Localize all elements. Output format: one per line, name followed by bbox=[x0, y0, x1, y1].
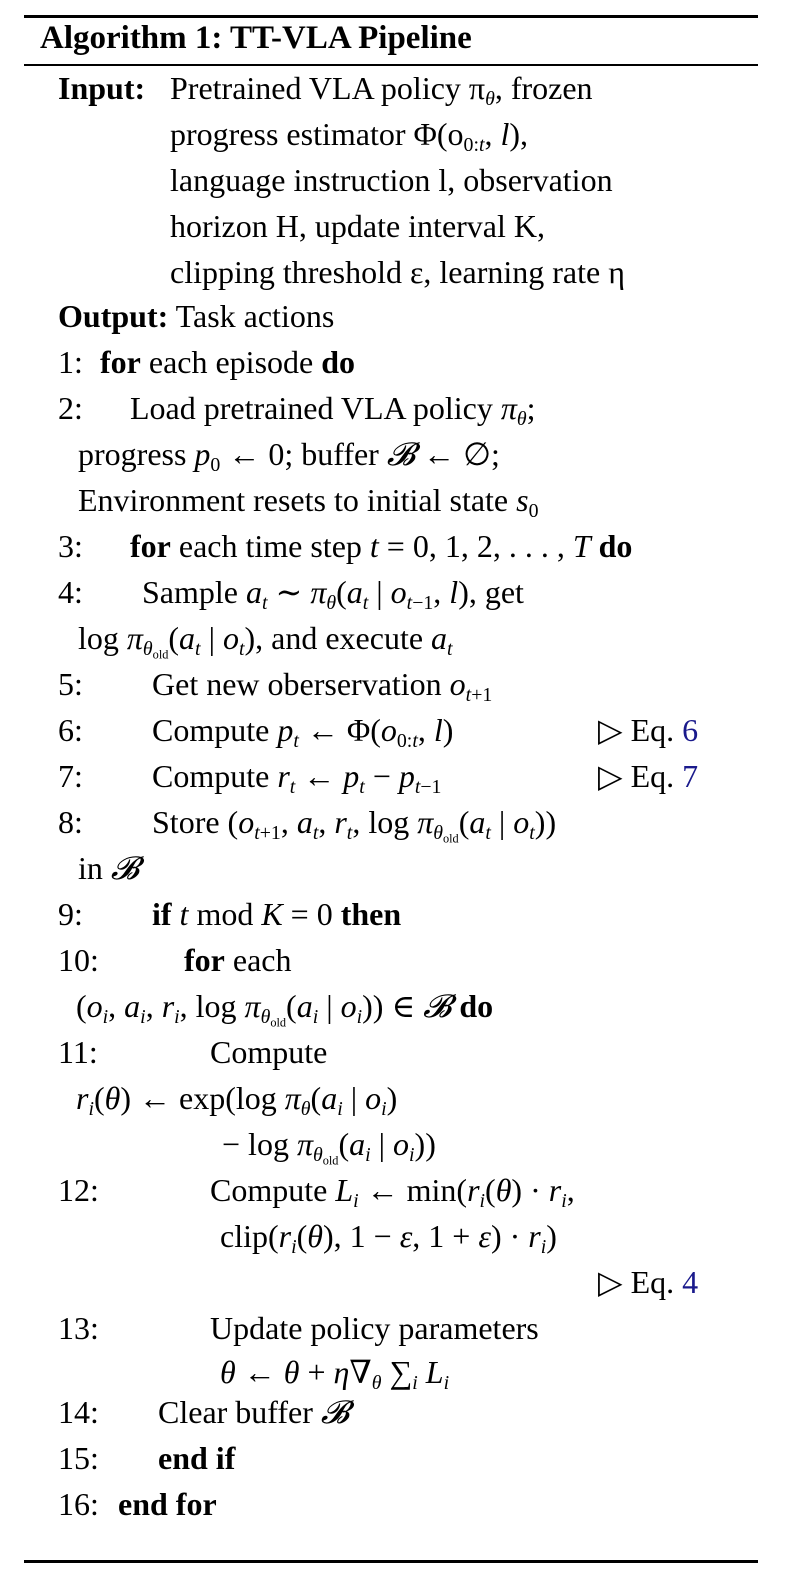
line-number-14: 14: bbox=[58, 1394, 99, 1430]
line-number-16: 16: bbox=[58, 1486, 99, 1522]
input-text-5-content: clipping threshold ε, learning rate η bbox=[170, 254, 625, 290]
step-4-exec: and execute bbox=[271, 620, 424, 656]
step-2-text: Load pretrained VLA policy bbox=[130, 390, 493, 426]
eq-ref-7 bbox=[598, 756, 698, 796]
step-11-text: Compute bbox=[210, 1034, 328, 1070]
kw-end-for: end for bbox=[118, 1486, 217, 1522]
line-number-6: 6: bbox=[58, 712, 83, 748]
output-text: Task actions bbox=[175, 298, 335, 334]
step-12-clip: clip bbox=[220, 1218, 268, 1254]
line-number-15: 15: bbox=[58, 1440, 99, 1476]
step-11-c: − $\log \pi_{\theta_{old}}(a_i$ | $o_i$)) bbox=[222, 1126, 436, 1168]
kw-for-10: for bbox=[184, 942, 225, 978]
algorithm-title: Algorithm 1: TT-VLA Pipeline bbox=[40, 20, 472, 56]
line-number-10: 10: bbox=[58, 942, 99, 978]
kw-if: if bbox=[152, 896, 172, 932]
step-16 bbox=[118, 1484, 217, 1524]
step-11-a bbox=[210, 1032, 327, 1072]
eq-ref-4-prefix: ▷ Eq. bbox=[598, 1264, 675, 1300]
bottom-rule bbox=[24, 1560, 758, 1563]
title-rule bbox=[24, 64, 758, 66]
kw-do: do bbox=[321, 344, 356, 380]
eq-ref-7-prefix: ▷ Eq. bbox=[598, 758, 675, 794]
step-10-text: each bbox=[232, 942, 292, 978]
step-8-in: in bbox=[78, 850, 103, 886]
step-9: if t mod K = 0 then bbox=[152, 896, 402, 932]
step-8-a: Store ($o_{t+1}$, $a_t$, $r_t$, $\log \pi_{\theta_{old}}(a_t$ | $o_t$)) bbox=[152, 804, 557, 846]
step-8-b: in 𝓑 bbox=[78, 850, 140, 886]
line-number-9: 9: bbox=[58, 896, 83, 932]
step-13-text: Update policy parameters bbox=[210, 1310, 539, 1346]
step-2-c: Environment resets to initial state $s_0$ bbox=[78, 482, 539, 522]
eq-ref-7-number[interactable]: 7 bbox=[682, 758, 699, 794]
step-5: Get new oberservation $o_{t+1}$ bbox=[152, 666, 493, 706]
step-2-env-text: Environment resets to initial state bbox=[78, 482, 509, 518]
line-number-12: 12: bbox=[58, 1172, 99, 1208]
output-line bbox=[58, 296, 334, 336]
input-text-3-content: language instruction l, observation bbox=[170, 162, 613, 198]
kw-for: for bbox=[100, 344, 141, 380]
step-13-a bbox=[210, 1308, 539, 1348]
eq-ref-6-number[interactable]: 6 bbox=[682, 712, 699, 748]
step-9-mod: mod bbox=[196, 896, 254, 932]
step-10-a bbox=[184, 940, 291, 980]
line-number-13: 13: bbox=[58, 1310, 99, 1346]
line-number-7: 7: bbox=[58, 758, 83, 794]
step-7: Compute $r_t$ ← $p_t - p_{t-1}$ bbox=[152, 758, 442, 798]
step-12-b: $clip(r_i(\theta)$, 1 − ε, $1 + \varepsilon) \cdot r_i$) bbox=[220, 1218, 557, 1258]
line-number-5: 5: bbox=[58, 666, 83, 702]
input-line-1 bbox=[58, 68, 145, 108]
step-2-buffer-text: buffer bbox=[301, 436, 379, 472]
eq-ref-6 bbox=[598, 710, 698, 750]
step-10-b: ($o_i$, $a_i$, $r_i$, $\log \pi_{\theta_{old}}(a_i$ | $o_i$)) ∈ 𝓑 do bbox=[76, 988, 494, 1030]
step-12-a: Compute $L_i$ ← $\min(r_i(\theta) \cdot r_i$, bbox=[210, 1172, 575, 1212]
step-15 bbox=[158, 1438, 235, 1478]
step-7-text: Compute bbox=[152, 758, 270, 794]
kw-end-if: end if bbox=[158, 1440, 236, 1476]
step-6: Compute $p_t$ ← $\Phi(o_{0:t}$, l) bbox=[152, 712, 454, 752]
step-4-text: Sample bbox=[142, 574, 238, 610]
input-text-1-content: Pretrained VLA policy π bbox=[170, 70, 486, 106]
step-12-text: Compute bbox=[210, 1172, 328, 1208]
step-4-get: get bbox=[484, 574, 524, 610]
step-3: for each time step t = 0, 1, 2, . . . , T do bbox=[130, 528, 633, 564]
step-4-a: Sample $a_t$ ∼ $\pi_\theta(a_t$ | $o_{t-1}$, l), get bbox=[142, 574, 524, 614]
kw-do-3: do bbox=[598, 528, 633, 564]
step-13-b: θ ← $\theta + \eta\nabla_\theta$ $\sum_i$ $L_i$ bbox=[220, 1354, 450, 1394]
input-text-3 bbox=[170, 160, 613, 200]
line-number-8: 8: bbox=[58, 804, 83, 840]
step-2-progress-text: progress bbox=[78, 436, 187, 472]
input-text-4-content: horizon H, update interval K, bbox=[170, 208, 545, 244]
step-2-a: Load pretrained VLA policy $\pi_\theta$; bbox=[130, 390, 536, 430]
step-11-b: $r_i(\theta)$ ← exp(log $\pi_\theta(a_i$ | $o_i$) bbox=[76, 1080, 398, 1120]
step-8-text: Store bbox=[152, 804, 220, 840]
line-number-3: 3: bbox=[58, 528, 83, 564]
line-number-1: 1: bbox=[58, 344, 83, 380]
input-text-2: progress estimator $\Phi(o_{0:t}$, l), bbox=[170, 116, 529, 156]
step-4-b: $\log \pi_{\theta_{old}}(a_t$ | $o_t$), and execute $a_t$ bbox=[78, 620, 453, 662]
output-label: Output: bbox=[58, 298, 169, 334]
line-number-2: 2: bbox=[58, 390, 83, 426]
input-label: Input: bbox=[58, 70, 146, 106]
eq-ref-4-number[interactable]: 4 bbox=[682, 1264, 699, 1300]
eq-ref-6-prefix: ▷ Eq. bbox=[598, 712, 675, 748]
step-5-text: Get new oberservation bbox=[152, 666, 442, 702]
input-text-1: Pretrained VLA policy $\pi_\theta$, frozen bbox=[170, 70, 593, 110]
step-3-text: each time step bbox=[178, 528, 362, 564]
step-1 bbox=[100, 342, 355, 382]
step-6-text: Compute bbox=[152, 712, 270, 748]
step-2-b: progress $p_0$ ← 0; buffer 𝓑 ← ∅; bbox=[78, 436, 500, 476]
input-text-5 bbox=[170, 252, 625, 292]
step-14: Clear buffer 𝓑 bbox=[158, 1394, 350, 1430]
eq-ref-4 bbox=[598, 1262, 698, 1302]
input-text-4 bbox=[170, 206, 545, 246]
kw-then: then bbox=[340, 896, 402, 932]
line-number-11: 11: bbox=[58, 1034, 98, 1070]
line-number-4: 4: bbox=[58, 574, 83, 610]
kw-do-10: do bbox=[459, 988, 494, 1024]
kw-for-3: for bbox=[130, 528, 171, 564]
step-14-text: Clear buffer bbox=[158, 1394, 313, 1430]
input-text-2-content: progress estimator Φ(o bbox=[170, 116, 464, 152]
step-1-text: each episode bbox=[148, 344, 314, 380]
